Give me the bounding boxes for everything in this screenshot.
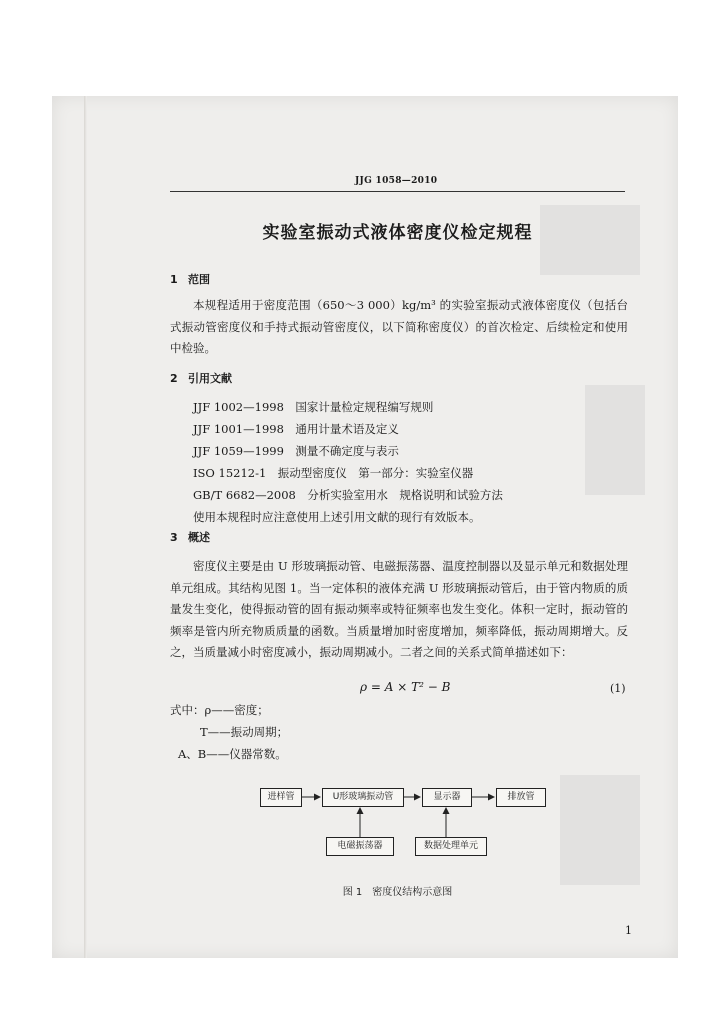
section-title: 范围 [188, 273, 210, 286]
document-title: 实验室振动式液体密度仪检定规程 [262, 223, 533, 243]
density-formula: ρ = A × T² − B [360, 680, 451, 694]
page-number: 1 [625, 924, 632, 937]
reference-item: ISO 15212-1 振动型密度仪 第一部分：实验室仪器 [193, 466, 474, 480]
section-number: 1 [170, 273, 178, 286]
section-title: 引用文献 [188, 372, 232, 385]
diagram-box-u-tube: U形玻璃振动管 [322, 788, 404, 807]
diagram-box-processor: 数据处理单元 [415, 837, 487, 856]
reference-item: JJF 1002—1998 国家计量检定规程编写规则 [193, 400, 434, 414]
figure-caption: 图 1 密度仪结构示意图 [342, 887, 453, 898]
standard-code: JJG 1058—2010 [355, 176, 438, 186]
reference-note: 使用本规程时应注意使用上述引用文献的现行有效版本。 [193, 510, 481, 524]
where-AB: A、B——仪器常数。 [178, 747, 287, 761]
section-number: 3 [170, 531, 178, 544]
reference-item: JJF 1059—1999 测量不确定度与表示 [193, 444, 399, 458]
scope-paragraph: 本规程适用于密度范围（650～3 000）kg/m³ 的实验室振动式液体密度仪（包括台式振动管密度仪和手持式振动管密度仪，以下简称密度仪）的首次检定、后续检定和使用中检验。 [170, 298, 628, 355]
diagram-box-inlet: 进样管 [260, 788, 302, 807]
formula-number: (1) [610, 682, 626, 695]
diagram-box-oscillator: 电磁振荡器 [326, 837, 394, 856]
section-number: 2 [170, 372, 178, 385]
diagram-box-display: 显示器 [422, 788, 472, 807]
where-rho: 式中：ρ——密度； [170, 703, 269, 717]
diagram-box-outlet: 排放管 [496, 788, 546, 807]
overview-paragraph: 密度仪主要是由 U 形玻璃振动管、电磁振荡器、温度控制器以及显示单元和数据处理单元组成。其结构见图 1。当一定体积的液体充满 U 形玻璃振动管后，由于管内物质的质量发生变化，使得振动管的固有振动频率或特征频率也发生变化。体积一定时，振动管的频率是管内所充物质质量的函数。当质量增加时密度增加，频率降低，振动周期增大。反之，当质量减小时密度减小，振动周期减小。二者之间的关系式简单描述如下： [170, 559, 628, 659]
reference-item: GB/T 6682—2008 分析实验室用水 规格说明和试验方法 [193, 488, 503, 502]
section-title: 概述 [188, 531, 210, 544]
where-T: T——振动周期； [200, 725, 289, 739]
reference-item: JJF 1001—1998 通用计量术语及定义 [193, 422, 399, 436]
